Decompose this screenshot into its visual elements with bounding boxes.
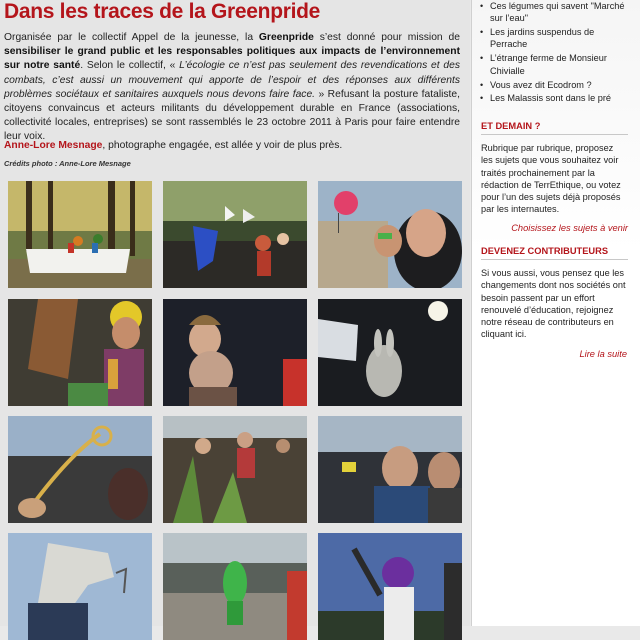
photo-parade-trees[interactable] [8,181,152,288]
photographer-line [4,140,464,151]
photo-parade-flags-image [163,181,307,288]
photo-crowd-sign-image [318,416,462,523]
photo-child-face-paint-image [163,299,307,406]
photographer-description: , photographe engagée, est allée y voir de plus près. [102,140,343,151]
photo-yellow-wig-image [8,299,152,406]
greenpride-name: Greenpride [258,32,314,43]
photo-parade-trees-image [8,181,152,288]
article-paragraph [4,31,460,145]
related-links [478,0,632,106]
photo-hand-staff-image [8,416,152,523]
photo-parade-flags[interactable] [163,181,307,288]
choose-topics-link[interactable]: Choisissez les sujets à venir [511,223,628,233]
read-more-link[interactable]: Lire la suite [579,349,627,359]
related-link-label[interactable]: Ces légumes qui savent "Marché sur l’eau" [490,1,625,24]
bullet-icon: • [480,53,484,64]
photo-credits: Crédits photo : Anne-Lore Mesnage [4,159,131,168]
contributeurs-heading: DEVENEZ CONTRIBUTEURS [481,246,609,256]
photo-hand-staff[interactable] [8,416,152,523]
photo-crowd-sign[interactable] [318,416,462,523]
contributeurs-text: Si vous aussi, vous pensez que les changements dont nos sociétés ont besoin passent par un effort renouvelé d’éducation, rejoignez notre réseau de contributeurs en cliquant ici. [481,268,626,340]
bullet-icon: • [480,93,484,104]
photo-face-paint-balloon[interactable] [318,181,462,288]
related-link-label[interactable]: Les jardins suspendus de Perrache [490,27,595,50]
paragraph-highlight: sensibiliser le grand public et les responsables politiques aux impacts de l’environnement sur notre santé [4,46,460,72]
photo-purple-wig[interactable] [318,533,462,640]
et-demain-divider [481,134,628,135]
photographer-name[interactable]: Anne-Lore Mesnage [4,140,103,151]
related-link[interactable] [478,92,632,104]
paragraph-intro: Organisée par le collectif Appel de la jeunesse, la [4,32,259,43]
photo-green-costume[interactable] [163,533,307,640]
related-link-label[interactable]: L’étrange ferme de Monsieur Chivialle [490,53,607,76]
photo-face-paint-balloon-image [318,181,462,288]
photo-green-costume-image [163,533,307,640]
related-link[interactable] [478,79,632,91]
related-link[interactable] [478,0,632,25]
photo-child-face-paint[interactable] [163,299,307,406]
paragraph-closing: » Refusant la posture fataliste, citoyens convaincus et acteurs militants du développement durable en France (associations, collectivité locales, entreprises) se sont rassemblés le 23 octobre 2011 à Paris pour faire entendre leur voix. [4,88,460,143]
related-link[interactable] [478,52,632,77]
photo-horse-mask[interactable] [8,533,152,640]
photo-crowd-plants-image [163,416,307,523]
related-link-label[interactable]: Vous avez dit Ecodrom ? [490,79,592,90]
related-link-label[interactable]: Les Malassis sont dans le pré [490,93,612,104]
photo-bunny-costume-image [318,299,462,406]
et-demain-text: Rubrique par rubrique, proposez les sujets que vous souhaitez voir traités prochainement par la rédaction de TerrEthique, ou votez pour l’un des sujets déjà proposés par les internautes. [481,143,621,215]
et-demain-heading: ET DEMAIN ? [481,121,541,131]
article-title: Dans les traces de la Greenpride [4,0,321,23]
photo-crowd-plants[interactable] [163,416,307,523]
paragraph-selon: . Selon le collectif, « [80,60,180,72]
related-link[interactable] [478,26,632,51]
paragraph-mission: s’est donné pour mission de [313,32,460,43]
photo-yellow-wig[interactable] [8,299,152,406]
photo-bunny-costume[interactable] [318,299,462,406]
bullet-icon: • [480,27,484,38]
photo-horse-mask-image [8,533,152,640]
contributeurs-divider [481,259,628,260]
bullet-icon: • [480,79,484,90]
paragraph-quote: L’écologie ce n’est pas seulement des revendications et des combats, c’est aussi un mouvement qui apporte de l’espoir et des réponses aux différents problèmes sociétaux et sanitaires auxquels nous devons faire face. [4,60,460,100]
photo-purple-wig-image [318,533,462,640]
bullet-icon: • [480,1,484,11]
